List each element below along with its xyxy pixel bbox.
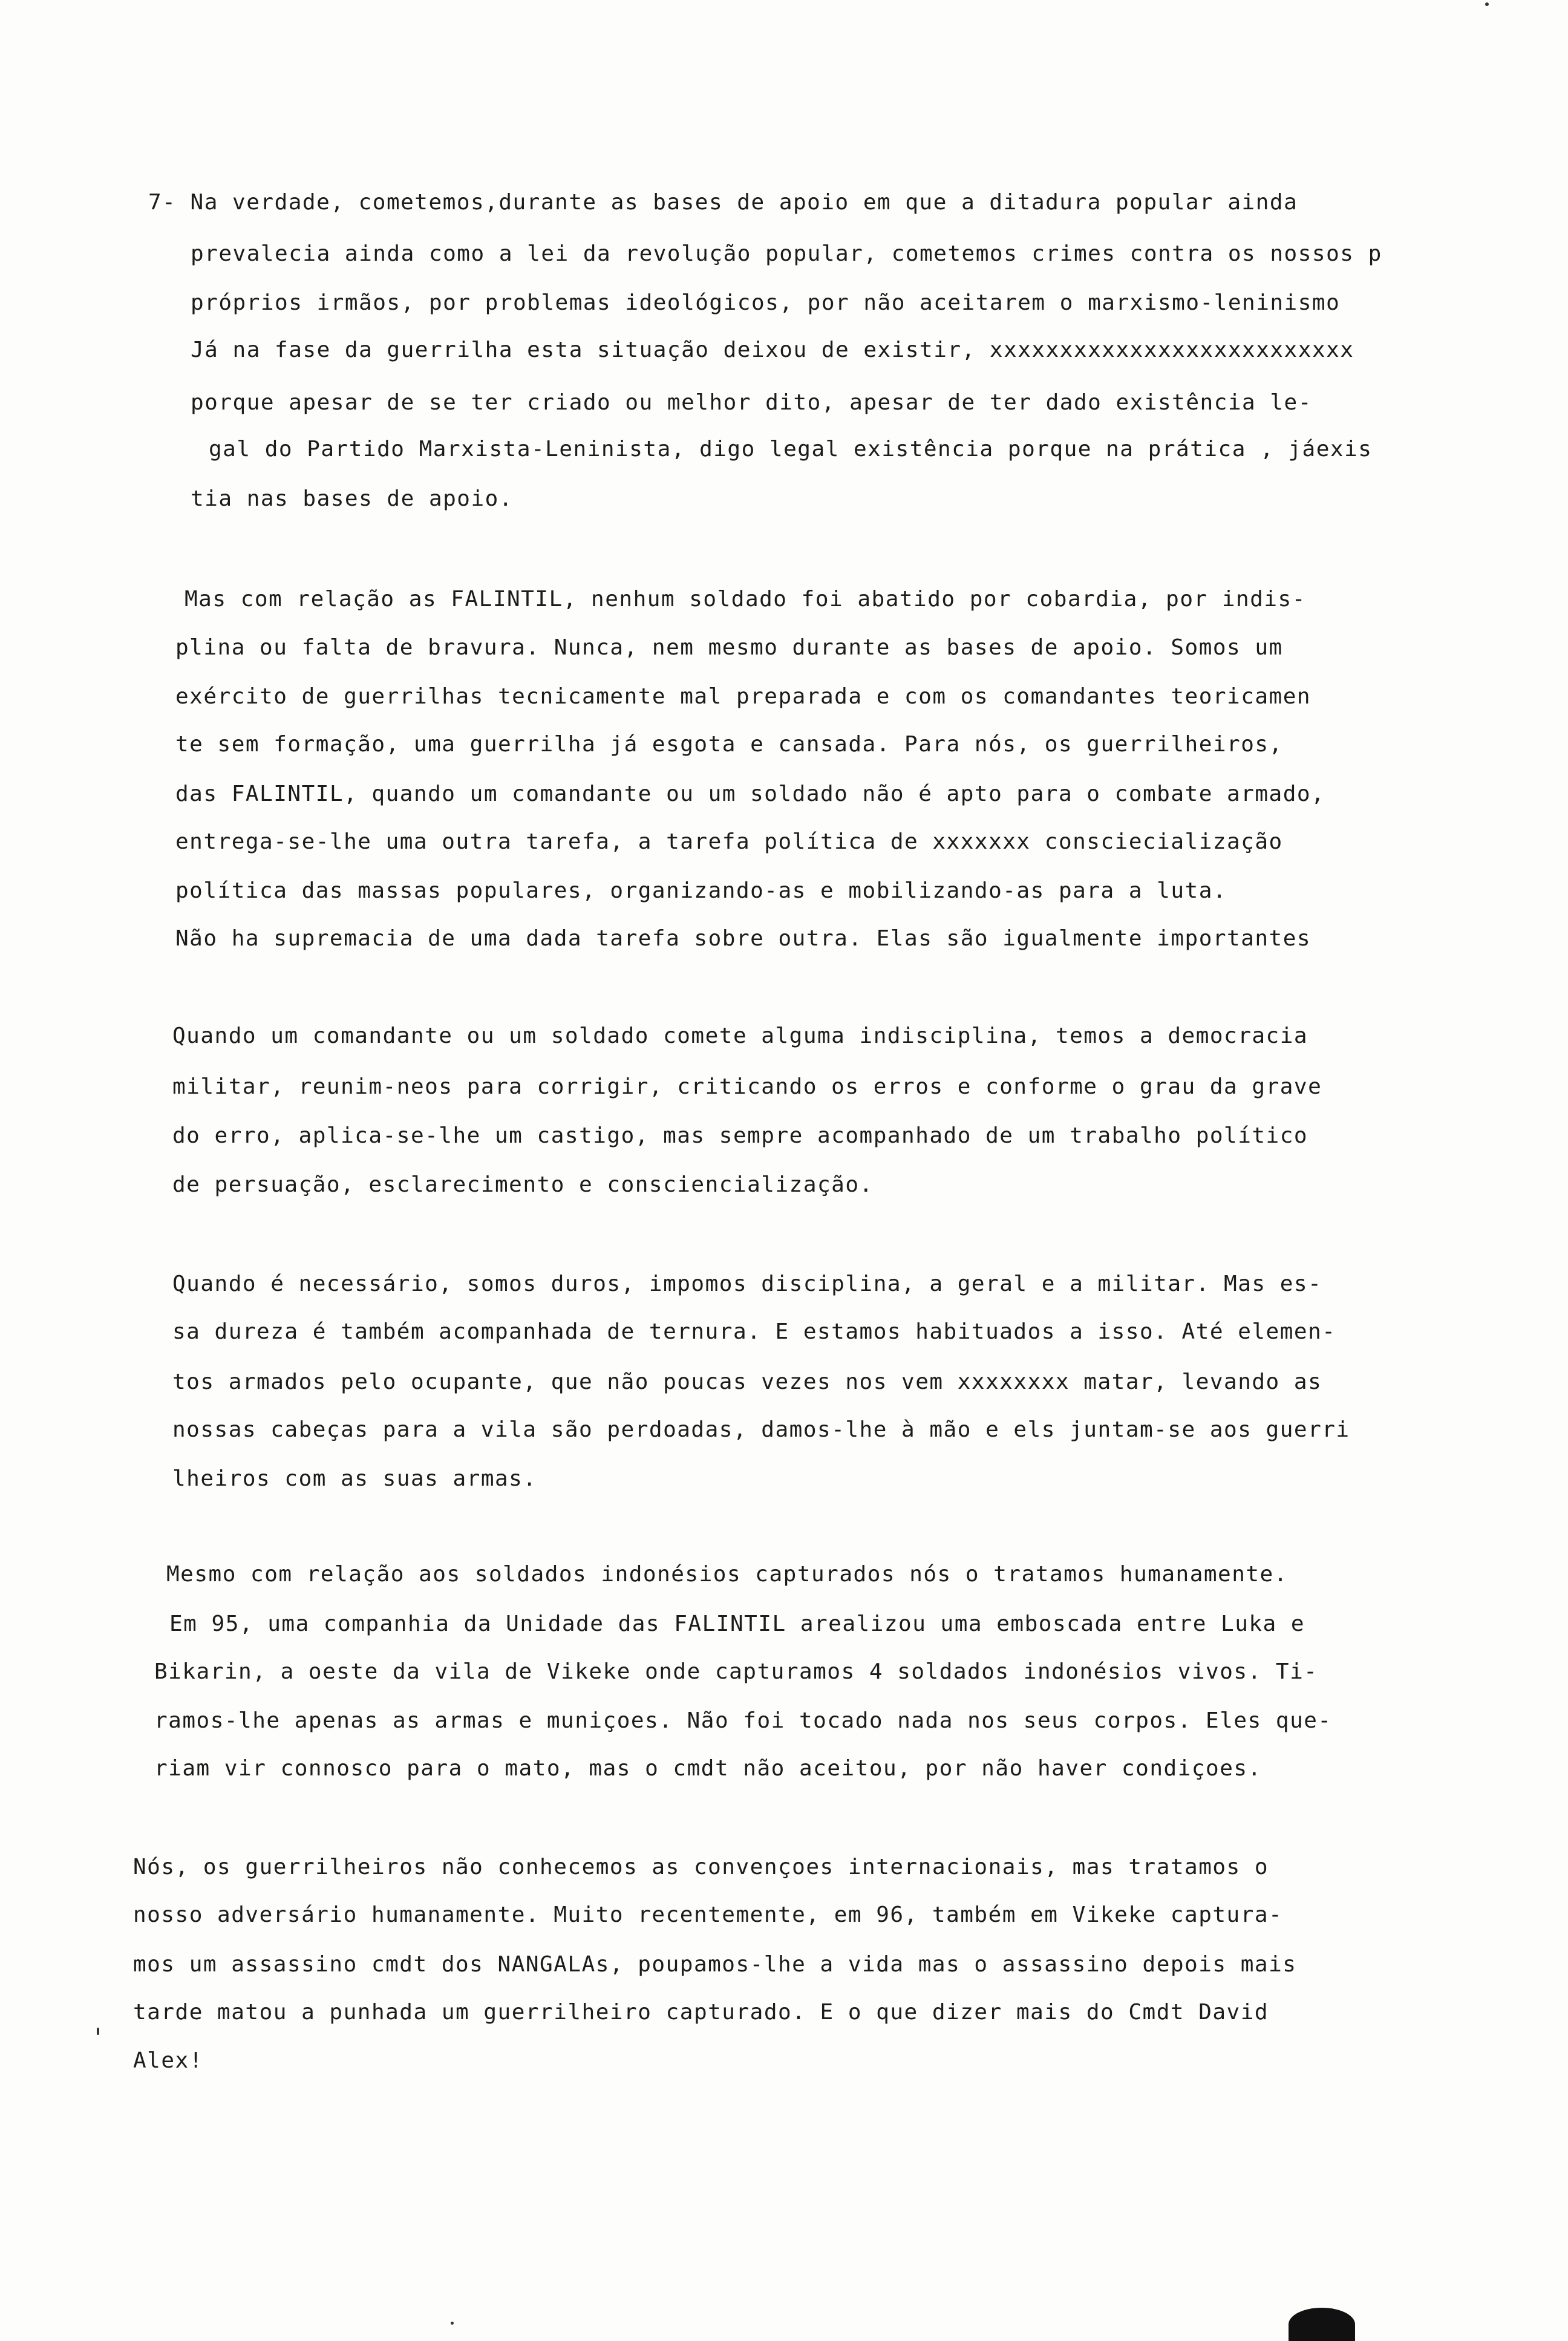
text-line: plina ou falta de bravura. Nunca, nem mesmo durante as bases de apoio. Somos um: [175, 635, 1283, 660]
text-line: próprios irmãos, por problemas ideológicos, por não aceitarem o marxismo-leninismo: [191, 290, 1341, 315]
text-line: exército de guerrilhas tecnicamente mal preparada e com os comandantes teoricamen: [175, 684, 1312, 709]
text-line: porque apesar de se ter criado ou melhor dito, apesar de ter dado existência le-: [191, 390, 1312, 415]
text-line: Alex!: [133, 2048, 203, 2073]
text-line: tarde matou a punhada um guerrilheiro capturado. E o que dizer mais do Cmdt David: [133, 2000, 1269, 2025]
text-line: Quando é necessário, somos duros, impomos disciplina, a geral e a militar. Mas es-: [172, 1272, 1322, 1296]
text-line: Mas com relação as FALINTIL, nenhum soldado foi abatido por cobardia, por indis-: [185, 587, 1306, 612]
text-line: prevalecia ainda como a lei da revolução popular, cometemos crimes contra os nossos p: [191, 241, 1382, 266]
text-line: Não ha supremacia de uma dada tarefa sobre outra. Elas são igualmente importantes: [175, 926, 1312, 951]
text-line: Bikarin, a oeste da vila de Vikeke onde capturamos 4 soldados indonésios vivos. Ti-: [154, 1659, 1318, 1684]
text-line: tia nas bases de apoio.: [191, 486, 513, 511]
text-line: do erro, aplica-se-lhe um castigo, mas sempre acompanhado de um trabalho político: [172, 1123, 1308, 1148]
text-line: nossas cabeças para a vila são perdoadas, damos-lhe à mão e els juntam-se aos guerri: [172, 1417, 1350, 1442]
text-line: das FALINTIL, quando um comandante ou um soldado não é apto para o combate armado,: [175, 782, 1325, 806]
text-line: lheiros com as suas armas.: [172, 1466, 537, 1491]
text-line: Mesmo com relação aos soldados indonésios capturados nós o tratamos humanamente.: [166, 1562, 1288, 1587]
scan-speck: [451, 2322, 454, 2325]
text-line: de persuação, esclarecimento e consciencialização.: [172, 1172, 874, 1197]
scan-speck: [97, 2028, 99, 2035]
text-line: riam vir connosco para o mato, mas o cmdt não aceitou, por não haver condiçoes.: [154, 1756, 1262, 1781]
text-line: nosso adversário humanamente. Muito recentemente, em 96, também em Vikeke captura-: [133, 1902, 1283, 1927]
text-line: 7- Na verdade, cometemos,durante as bases de apoio em que a ditadura popular ainda: [148, 190, 1298, 215]
text-line: política das massas populares, organizando-as e mobilizando-as para a luta.: [175, 878, 1227, 903]
ink-blot: [1289, 2308, 1355, 2341]
text-line: Nós, os guerrilheiros não conhecemos as convençoes internacionais, mas tratamos o: [133, 1855, 1269, 1879]
text-line: militar, reunim-neos para corrigir, criticando os erros e conforme o grau da grave: [172, 1074, 1322, 1099]
text-line: Quando um comandante ou um soldado comete alguma indisciplina, temos a democracia: [172, 1024, 1308, 1048]
text-line: mos um assassino cmdt dos NANGALAs, poupamos-lhe a vida mas o assassino depois mais: [133, 1952, 1297, 1977]
text-line: entrega-se-lhe uma outra tarefa, a tarefa política de xxxxxxx consciecialização: [175, 829, 1283, 854]
text-line: Em 95, uma companhia da Unidade das FALINTIL arealizou uma emboscada entre Luka e: [169, 1611, 1305, 1636]
text-line: gal do Partido Marxista-Leninista, digo legal existência porque na prática , jáexis: [209, 437, 1373, 462]
scan-speck: [1485, 2, 1489, 6]
text-line: sa dureza é também acompanhada de ternura. E estamos habituados a isso. Até elemen-: [172, 1319, 1336, 1344]
text-line: ramos-lhe apenas as armas e muniçoes. Não foi tocado nada nos seus corpos. Eles que-: [154, 1708, 1332, 1733]
text-line: te sem formação, uma guerrilha já esgota e cansada. Para nós, os guerrilheiros,: [175, 732, 1283, 757]
text-line: Já na fase da guerrilha esta situação deixou de existir, xxxxxxxxxxxxxxxxxxxxxxxxxx: [191, 338, 1354, 362]
text-line: tos armados pelo ocupante, que não poucas vezes nos vem xxxxxxxx matar, levando as: [172, 1370, 1322, 1394]
